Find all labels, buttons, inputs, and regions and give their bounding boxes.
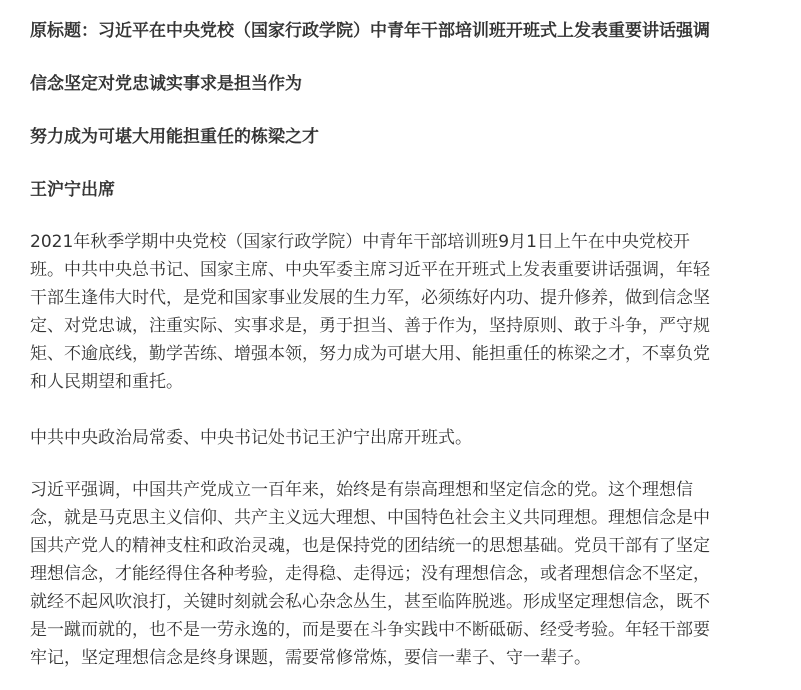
text-line: 是一蹴而就的，也不是一劳永逸的，而是要在斗争实践中不断砥砺、经受考验。年轻干部要 bbox=[30, 620, 710, 640]
text-line: 中共中央政治局常委、中央书记处书记王沪宁出席开班式。 bbox=[30, 428, 472, 448]
paragraph-3 bbox=[30, 476, 770, 672]
text-line: 矩、不逾底线，勤学苦练、增强本领，努力成为可堪大用、能担重任的栋梁之才，不辜负党 bbox=[30, 344, 710, 364]
text-line: 习近平强调，中国共产党成立一百年来，始终是有崇高理想和坚定信念的党。这个理想信 bbox=[30, 480, 693, 500]
subtitle-heading-3: 王沪宁出席 bbox=[30, 180, 115, 200]
text-line: 理想信念，才能经得住各种考验，走得稳、走得远；没有理想信念，或者理想信念不坚定， bbox=[30, 564, 710, 584]
subtitle-heading-2: 努力成为可堪大用能担重任的栋梁之才 bbox=[30, 127, 319, 147]
text-line: 班。中共中央总书记、国家主席、中央军委主席习近平在开班式上发表重要讲话强调，年轻 bbox=[30, 260, 710, 280]
text-line: 就经不起风吹浪打，关键时刻就会私心杂念丛生，甚至临阵脱逃。形成坚定理想信念，既不 bbox=[30, 592, 710, 612]
text-line: 国共产党人的精神支柱和政治灵魂，也是保持党的团结统一的思想基础。党员干部有了坚定 bbox=[30, 536, 710, 556]
text-line: 2021年秋季学期中央党校（国家行政学院）中青年干部培训班9月1日上午在中央党校开 bbox=[30, 232, 690, 252]
text-line: 和人民期望和重托。 bbox=[30, 372, 183, 392]
paragraph-2 bbox=[30, 424, 770, 452]
text-line: 干部生逢伟大时代，是党和国家事业发展的生力军，必须练好内功、提升修养，做到信念坚 bbox=[30, 288, 710, 308]
paragraph-1 bbox=[30, 228, 770, 396]
subtitle-heading-1: 信念坚定对党忠诚实事求是担当作为 bbox=[30, 74, 302, 94]
text-line: 念，就是马克思主义信仰、共产主义远大理想、中国特色社会主义共同理想。理想信念是中 bbox=[30, 508, 710, 528]
text-line: 定、对党忠诚，注重实际、实事求是，勇于担当、善于作为，坚持原则、敢于斗争，严守规 bbox=[30, 316, 710, 336]
text-line: 牢记，坚定理想信念是终身课题，需要常修常炼，要信一辈子、守一辈子。 bbox=[30, 648, 591, 668]
original-title-heading: 原标题：习近平在中央党校（国家行政学院）中青年干部培训班开班式上发表重要讲话强调 bbox=[30, 21, 710, 41]
